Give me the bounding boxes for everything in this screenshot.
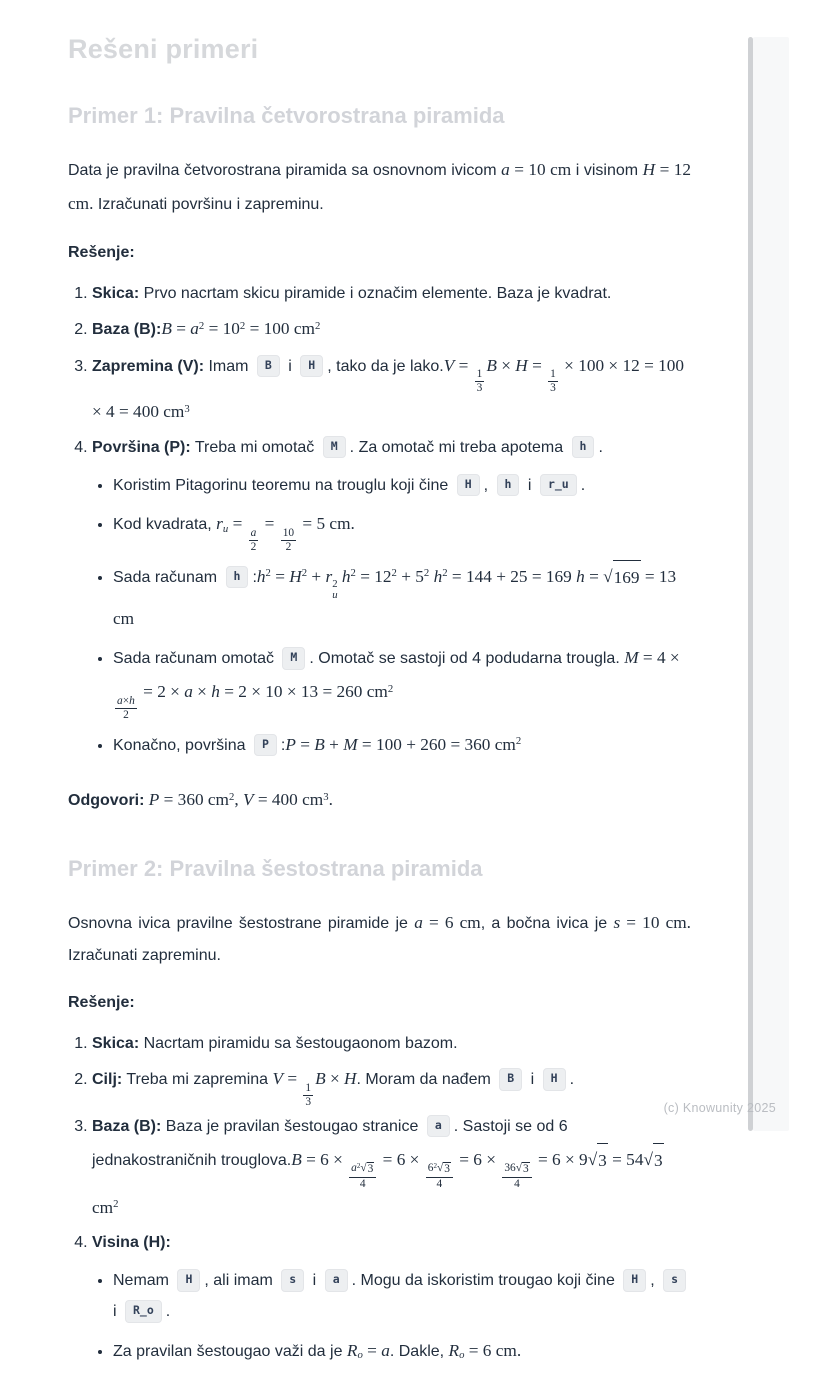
- code-badge: s: [281, 1269, 304, 1292]
- radical-sign: √: [587, 1149, 598, 1169]
- math-text: 2: [265, 567, 271, 580]
- solution-label: Rešenje:: [68, 994, 135, 1012]
- math-text: 2: [350, 567, 356, 580]
- code-badge: a: [325, 1269, 348, 1292]
- text-run: , a bočna ivica je: [480, 914, 614, 932]
- math-text: = 4 ×: [638, 648, 680, 668]
- math-text: ×: [325, 1069, 345, 1089]
- text-run: .: [569, 1071, 575, 1089]
- bullet-item: [113, 560, 691, 635]
- math-subscript: [332, 590, 337, 601]
- code-badge: s: [663, 1269, 686, 1292]
- text-run: :: [252, 568, 257, 586]
- math-variable: u: [222, 522, 229, 535]
- fraction-denominator: [512, 1178, 522, 1191]
- math-text: =: [295, 734, 315, 754]
- step-label: Cilj:: [92, 1071, 123, 1089]
- text-run: Koristim Pitagorinu teoremu na trouglu koji čine: [113, 476, 453, 494]
- radical-sign: √: [436, 1162, 444, 1175]
- text-run: Osnovna ivica pravilne šestostrane piramide je: [68, 914, 415, 932]
- text-run: Treba mi zapremina: [122, 1071, 273, 1089]
- math-variable: M: [624, 648, 639, 668]
- solution-step: [92, 432, 691, 762]
- math-text: 1: [305, 1081, 312, 1094]
- math-variable: V: [243, 790, 254, 810]
- math-variable: V: [272, 1069, 284, 1089]
- text-run: . Omotač se sastoji od 4 podudarna trougla.: [309, 650, 625, 668]
- fraction-denominator: [284, 541, 294, 554]
- math-fraction: [249, 527, 259, 554]
- math-text: = 12 cm.: [68, 159, 692, 214]
- math-text: 1: [550, 368, 556, 381]
- math-text: 4: [359, 1177, 366, 1190]
- scrollbar-track: [753, 37, 789, 1131]
- text-run: i: [113, 1303, 121, 1321]
- sub-bullets: [92, 1265, 691, 1367]
- code-badge: B: [499, 1068, 522, 1091]
- fraction-denominator: [548, 382, 558, 395]
- intro-paragraph: [68, 153, 691, 222]
- text-run: . Sastoji se od 6 jednakostraničnih trouglova.: [92, 1117, 568, 1169]
- math-text: 2: [113, 1198, 119, 1211]
- fraction-denominator: [434, 1178, 444, 1191]
- text-run: i visinom: [571, 161, 643, 179]
- text-run: Sada računam omotač: [113, 650, 279, 668]
- step-label: Površina (P):: [92, 438, 191, 456]
- math-text: 2: [301, 567, 308, 580]
- math-text: cm: [92, 1197, 114, 1217]
- math-fraction: [303, 1082, 313, 1109]
- math-text: 2: [387, 682, 394, 695]
- math-superscript: [184, 404, 189, 415]
- code-badge: H: [543, 1068, 566, 1091]
- text-run: Za pravilan šestougao važi da je: [113, 1342, 347, 1360]
- radicand: [367, 1162, 375, 1176]
- math-variable: B: [315, 1069, 326, 1089]
- code-badge: h: [497, 474, 520, 497]
- code-badge: r_u: [540, 474, 577, 497]
- math-text: =: [260, 514, 279, 534]
- math-variable: a: [184, 682, 193, 701]
- sub-bullets: [92, 470, 691, 762]
- text-run: Nemam: [113, 1272, 174, 1290]
- math-variable: o: [459, 1349, 465, 1362]
- math-superscript: [315, 321, 320, 332]
- solution-step: [92, 349, 691, 430]
- code-badge: M: [323, 436, 346, 459]
- math-fraction: [548, 368, 558, 395]
- math-variable: h: [341, 566, 351, 586]
- math-text: 2: [391, 567, 397, 580]
- math-variable: u: [332, 589, 338, 602]
- text-run: . Mogu da iskoristim trougao koji čine: [351, 1272, 620, 1290]
- math-text: =: [283, 1069, 302, 1089]
- math-variable: o: [357, 1349, 363, 1362]
- document-body: [68, 33, 691, 1373]
- math-variable: h: [129, 694, 135, 707]
- math-variable: H: [344, 1069, 357, 1089]
- math-fraction: [475, 368, 485, 395]
- math-variable: R: [448, 1340, 460, 1360]
- fraction-numerator: [115, 695, 137, 709]
- math-sqrt: [603, 560, 640, 595]
- math-text: =: [228, 514, 247, 534]
- math-text: 3: [444, 1163, 450, 1176]
- section-heading: Primer 1: Pravilna četvorostrana piramida: [68, 103, 505, 129]
- math-text: = 10 cm: [509, 159, 572, 179]
- math-sqrt: [437, 1162, 451, 1176]
- text-run: .: [598, 438, 603, 456]
- code-badge: B: [257, 355, 280, 378]
- math-variable: V: [443, 355, 455, 375]
- math-variable: a: [414, 912, 423, 932]
- solution-step: [92, 1028, 691, 1060]
- intro-paragraph: [68, 906, 691, 973]
- fraction-denominator: [249, 541, 259, 554]
- math-fraction: [349, 1162, 376, 1190]
- math-text: = 6 cm: [422, 912, 481, 932]
- solution-step: [92, 278, 691, 310]
- radical-sign: √: [643, 1149, 653, 1169]
- scrollbar-thumb[interactable]: [748, 37, 753, 1131]
- math-text: 2: [433, 1161, 437, 1170]
- fraction-denominator: [121, 709, 131, 722]
- solution-steps: [68, 1028, 691, 1367]
- text-run: Baza je pravilan šestougao stranice: [161, 1117, 423, 1135]
- math-text: 2: [314, 319, 321, 332]
- math-text: 3: [305, 1095, 312, 1108]
- radical-sign: √: [360, 1162, 367, 1175]
- text-run: Imam: [204, 357, 253, 375]
- fraction-numerator: [502, 1162, 531, 1177]
- bullet-item: [113, 1265, 691, 1327]
- step-label: Skica:: [92, 285, 140, 303]
- math-text: 3: [323, 791, 329, 803]
- text-run: . Dakle,: [389, 1342, 449, 1360]
- radicand: [613, 560, 641, 595]
- text-run: . Za omotač mi treba apotema: [349, 438, 568, 456]
- fraction-numerator: [249, 527, 259, 541]
- math-text: 2: [332, 577, 338, 590]
- sections-container: [68, 102, 691, 1367]
- math-variable: B: [291, 1149, 302, 1169]
- math-text: 10: [282, 526, 295, 539]
- math-variable: s: [613, 912, 621, 932]
- solution-label: Rešenje:: [68, 244, 135, 262]
- math-text: = 6 ×: [301, 1149, 348, 1169]
- math-variable: P: [148, 790, 160, 810]
- math-variable: a: [190, 319, 199, 339]
- page-title: Rešeni primeri: [68, 34, 259, 64]
- math-variable: r: [216, 514, 223, 534]
- solution-step: [92, 1062, 691, 1109]
- text-run: Kod kvadrata,: [113, 516, 217, 534]
- radical-sign: √: [603, 566, 613, 586]
- bullet-item: [113, 1334, 691, 1368]
- math-text: = 6 cm.: [464, 1340, 522, 1360]
- text-run: .: [165, 1303, 171, 1321]
- math-text: = 54: [607, 1149, 644, 1169]
- math-text: =: [527, 355, 547, 375]
- text-run: Prvo nacrtam skicu piramide i označim elemente. Baza je kvadrat.: [139, 285, 612, 303]
- text-run: Treba mi omotač: [190, 438, 319, 456]
- math-text: ,: [234, 790, 243, 810]
- math-fraction: [115, 695, 137, 722]
- math-variable: B: [314, 734, 325, 754]
- math-text: = 13 cm: [113, 566, 677, 628]
- fraction-numerator: [426, 1162, 453, 1177]
- math-variable: B: [161, 319, 172, 339]
- code-badge: P: [254, 734, 277, 757]
- text-run: , tako da je lako.: [327, 357, 444, 375]
- text-run: .: [580, 476, 586, 494]
- math-variable: H: [289, 566, 302, 586]
- code-badge: H: [300, 355, 323, 378]
- math-text: 169: [613, 567, 640, 587]
- math-text: ×: [496, 355, 516, 375]
- text-run: i: [523, 476, 536, 494]
- code-badge: h: [572, 436, 595, 459]
- text-run: . Moram da nađem: [356, 1071, 496, 1089]
- math-text: 3: [653, 1150, 663, 1170]
- math-text: 2: [423, 567, 430, 580]
- math-text: = 2 × 10 × 13 = 260 cm: [219, 682, 388, 701]
- math-text: = 144 + 25 = 169: [447, 566, 577, 586]
- math-variable: h: [433, 566, 443, 586]
- math-text: 2: [229, 791, 235, 803]
- math-variable: M: [343, 734, 358, 754]
- text-run: Data je pravilna četvorostrana piramida sa osnovnom ivicom: [68, 161, 502, 179]
- math-fraction: [502, 1162, 531, 1190]
- math-variable: R: [346, 1340, 358, 1360]
- fraction-denominator: [358, 1178, 368, 1191]
- bullet-item: [113, 641, 691, 721]
- answer-line: [68, 783, 691, 818]
- text-run: ,: [483, 476, 493, 494]
- text-run: :: [280, 736, 286, 754]
- math-superscript: [388, 684, 393, 695]
- math-text: = 6 ×: [378, 1149, 424, 1169]
- code-badge: a: [427, 1115, 450, 1138]
- fraction-numerator: [548, 368, 558, 382]
- math-variable: a: [351, 1162, 357, 1175]
- math-text: 2: [285, 540, 292, 553]
- fraction-numerator: [475, 368, 485, 382]
- math-variable: H: [515, 355, 528, 375]
- math-superscript: [113, 1199, 118, 1210]
- math-text: 2: [356, 1161, 361, 1170]
- math-text: .: [328, 790, 333, 810]
- math-text: +: [307, 566, 326, 586]
- solution-step: [92, 1227, 691, 1367]
- math-superscript: [516, 736, 521, 747]
- footer-credit: (c) Knowunity 2025: [663, 1101, 776, 1115]
- math-sqrt: [588, 1143, 608, 1179]
- text-run: , ali imam: [204, 1272, 278, 1290]
- math-sqrt: [360, 1162, 374, 1176]
- math-text: 36: [504, 1162, 516, 1175]
- math-text: 2: [250, 540, 257, 553]
- math-text: 2: [239, 319, 246, 332]
- math-text: 6: [427, 1162, 434, 1175]
- text-run: Konačno, površina: [113, 736, 250, 754]
- math-text: 3: [522, 1163, 529, 1176]
- math-variable: a: [250, 526, 257, 539]
- code-badge: h: [226, 566, 249, 589]
- text-run: i: [283, 357, 297, 375]
- math-fraction: [426, 1162, 453, 1190]
- text-run: ,: [650, 1272, 660, 1290]
- math-variable: h: [256, 566, 266, 586]
- solution-step: [92, 312, 691, 347]
- math-text: = 6 × 9: [533, 1149, 588, 1169]
- radicand: [597, 1143, 608, 1179]
- code-badge: H: [457, 474, 480, 497]
- math-text: = 360 cm: [159, 790, 229, 810]
- math-variable: a: [117, 694, 123, 707]
- step-label: Baza (B):: [92, 321, 162, 339]
- code-badge: H: [623, 1269, 646, 1292]
- math-text: = 100 + 260 = 360 cm: [357, 734, 516, 754]
- math-text: =: [270, 566, 290, 586]
- math-text: = 10 cm.: [620, 912, 691, 932]
- math-text: = 2 ×: [138, 682, 185, 701]
- math-text: 4: [514, 1177, 520, 1190]
- math-variable: h: [576, 566, 585, 586]
- math-variable: B: [486, 355, 497, 375]
- text-run: i: [308, 1272, 321, 1290]
- radicand: [653, 1143, 664, 1179]
- math-variable: a: [501, 159, 510, 179]
- math-text: 2: [442, 567, 448, 580]
- math-text: = 6 ×: [454, 1149, 501, 1169]
- math-text: ×: [122, 694, 130, 707]
- text-run: Sada računam: [113, 568, 222, 586]
- math-text: = 400 cm: [253, 790, 324, 810]
- math-text: × 100 × 12 = 100 × 4 = 400 cm: [92, 355, 685, 422]
- math-text: 3: [184, 402, 190, 415]
- math-sqrt: [516, 1162, 530, 1176]
- math-variable: a: [381, 1340, 390, 1360]
- math-text: =: [454, 355, 473, 375]
- math-text: =: [584, 566, 604, 586]
- radicand: [443, 1162, 451, 1176]
- math-supsub: [332, 579, 337, 602]
- math-text: 3: [598, 1150, 607, 1170]
- math-variable: H: [642, 159, 656, 179]
- step-label: Skica:: [92, 1035, 140, 1053]
- fraction-numerator: [349, 1162, 376, 1177]
- code-badge: M: [282, 647, 305, 670]
- math-variable: P: [285, 734, 296, 754]
- math-text: 3: [550, 382, 556, 395]
- math-text: +: [324, 734, 344, 754]
- math-text: 2: [198, 319, 205, 332]
- code-badge: H: [177, 1269, 200, 1292]
- math-variable: h: [211, 682, 220, 701]
- code-badge: R_o: [125, 1300, 162, 1323]
- math-sqrt: [643, 1143, 663, 1179]
- text-run: Izračunati površinu i zapreminu.: [93, 196, 324, 214]
- step-label: Odgovori:: [68, 792, 145, 810]
- solution-step: [92, 1111, 691, 1225]
- step-label: Baza (B):: [92, 1117, 162, 1135]
- math-text: = 12: [355, 566, 392, 586]
- math-text: 2: [123, 708, 129, 721]
- math-fraction: [281, 527, 296, 554]
- fraction-numerator: [303, 1082, 313, 1096]
- math-text: = 5 cm.: [298, 514, 355, 534]
- fraction-denominator: [303, 1096, 313, 1109]
- math-text: = 100 cm: [245, 319, 315, 339]
- radicand: [522, 1162, 530, 1176]
- math-text: 3: [367, 1163, 374, 1176]
- bullet-item: [113, 470, 691, 501]
- bullet-item: [113, 728, 691, 762]
- bullet-item: [113, 507, 691, 554]
- math-text: 1: [476, 368, 483, 381]
- math-text: 3: [476, 382, 483, 395]
- solution-steps: [68, 278, 691, 761]
- math-text: 4: [436, 1177, 443, 1190]
- fraction-denominator: [475, 382, 485, 395]
- math-text: ×: [192, 682, 212, 701]
- text-run: i: [526, 1071, 539, 1089]
- step-label: Zapremina (V):: [92, 357, 205, 375]
- fraction-numerator: [281, 527, 296, 541]
- math-text: = 10: [204, 319, 240, 339]
- math-text: =: [362, 1340, 382, 1360]
- radical-sign: √: [515, 1162, 522, 1175]
- text-run: Izračunati zapreminu.: [68, 947, 221, 965]
- math-text: + 5: [396, 566, 424, 586]
- math-text: 2: [515, 735, 522, 748]
- step-label: Visina (H):: [92, 1234, 171, 1252]
- math-text: =: [171, 319, 191, 339]
- math-variable: r: [325, 566, 333, 586]
- section-heading: Primer 2: Pravilna šestostrana piramida: [68, 856, 483, 882]
- text-run: Nacrtam piramidu sa šestougaonom bazom.: [139, 1035, 458, 1053]
